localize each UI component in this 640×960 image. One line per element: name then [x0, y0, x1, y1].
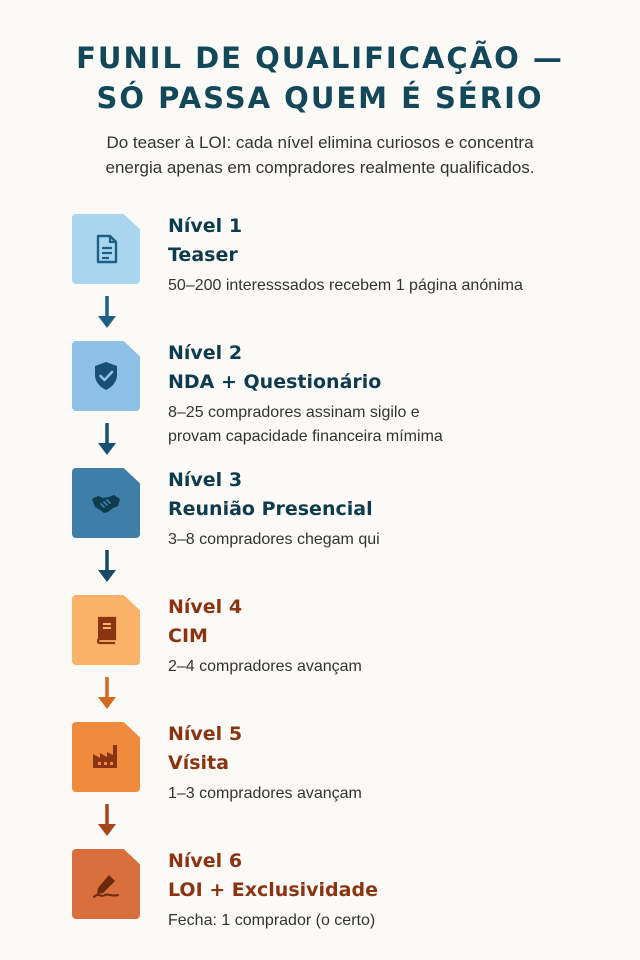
arrow-down-icon [95, 802, 119, 838]
step-2-desc-line-2: provam capacidade financeira mímima [168, 428, 443, 445]
arrow-down-icon [95, 294, 119, 330]
step-2-description [168, 401, 608, 449]
step-6-name: LOI + Exclusividade [168, 879, 378, 901]
page-title [0, 38, 640, 118]
step-4-name: CIM [168, 625, 208, 647]
funnel-step-6 [72, 849, 592, 929]
step-2-name: NDA + Questionário [168, 371, 382, 393]
step-5-name: Vísita [168, 752, 229, 774]
funnel-step-1 [72, 214, 592, 294]
handshake-icon [89, 486, 123, 520]
step-4-tile [72, 595, 140, 665]
arrow-down-icon [95, 548, 119, 584]
title-line-1: FUNIL DE QUALIFICAÇÃO — [76, 41, 564, 75]
funnel-step-2 [72, 341, 592, 445]
step-6-desc-line-1: Fecha: 1 comprador (o certo) [168, 912, 376, 929]
step-4-level: Nível 4 [168, 596, 243, 618]
step-6-description [168, 909, 608, 933]
document-icon [89, 232, 123, 266]
step-5-tile [72, 722, 140, 792]
arrow-down-icon [95, 421, 119, 457]
step-1-description [168, 274, 608, 298]
step-4-description [168, 655, 608, 679]
signature-icon [89, 867, 123, 901]
step-5-description [168, 782, 608, 806]
step-3-tile [72, 468, 140, 538]
step-3-description [168, 528, 608, 552]
subtitle-line-2: energia apenas em compradores realmente qualificados. [105, 158, 535, 177]
book-icon [89, 613, 123, 647]
subtitle-line-1: Do teaser à LOI: cada nível elimina curiosos e concentra [106, 133, 534, 152]
step-2-tile [72, 341, 140, 411]
step-3-name: Reunião Presencial [168, 498, 373, 520]
step-4-desc-line-1: 2–4 compradores avançam [168, 658, 362, 675]
step-1-name: Teaser [168, 244, 238, 266]
step-1-tile [72, 214, 140, 284]
factory-icon [89, 740, 123, 774]
arrow-down-icon [95, 675, 119, 711]
step-1-desc-line-1: 50–200 interesssados recebem 1 página anónima [168, 277, 523, 294]
step-5-level: Nível 5 [168, 723, 243, 745]
step-5-desc-line-1: 1–3 compradores avançam [168, 785, 362, 802]
step-1-level: Nível 1 [168, 215, 243, 237]
step-6-level: Nível 6 [168, 850, 243, 872]
title-line-2: SÓ PASSA QUEM É SÉRIO [96, 81, 544, 115]
funnel-step-3 [72, 468, 592, 548]
step-2-level: Nível 2 [168, 342, 243, 364]
step-3-desc-line-1: 3–8 compradores chegam qui [168, 531, 380, 548]
funnel-step-4 [72, 595, 592, 675]
step-3-level: Nível 3 [168, 469, 243, 491]
funnel-step-5 [72, 722, 592, 802]
page-subtitle [40, 130, 600, 180]
shield-check-icon [89, 359, 123, 393]
step-6-tile [72, 849, 140, 919]
step-2-desc-line-1: 8–25 compradores assinam sigilo e [168, 404, 420, 421]
